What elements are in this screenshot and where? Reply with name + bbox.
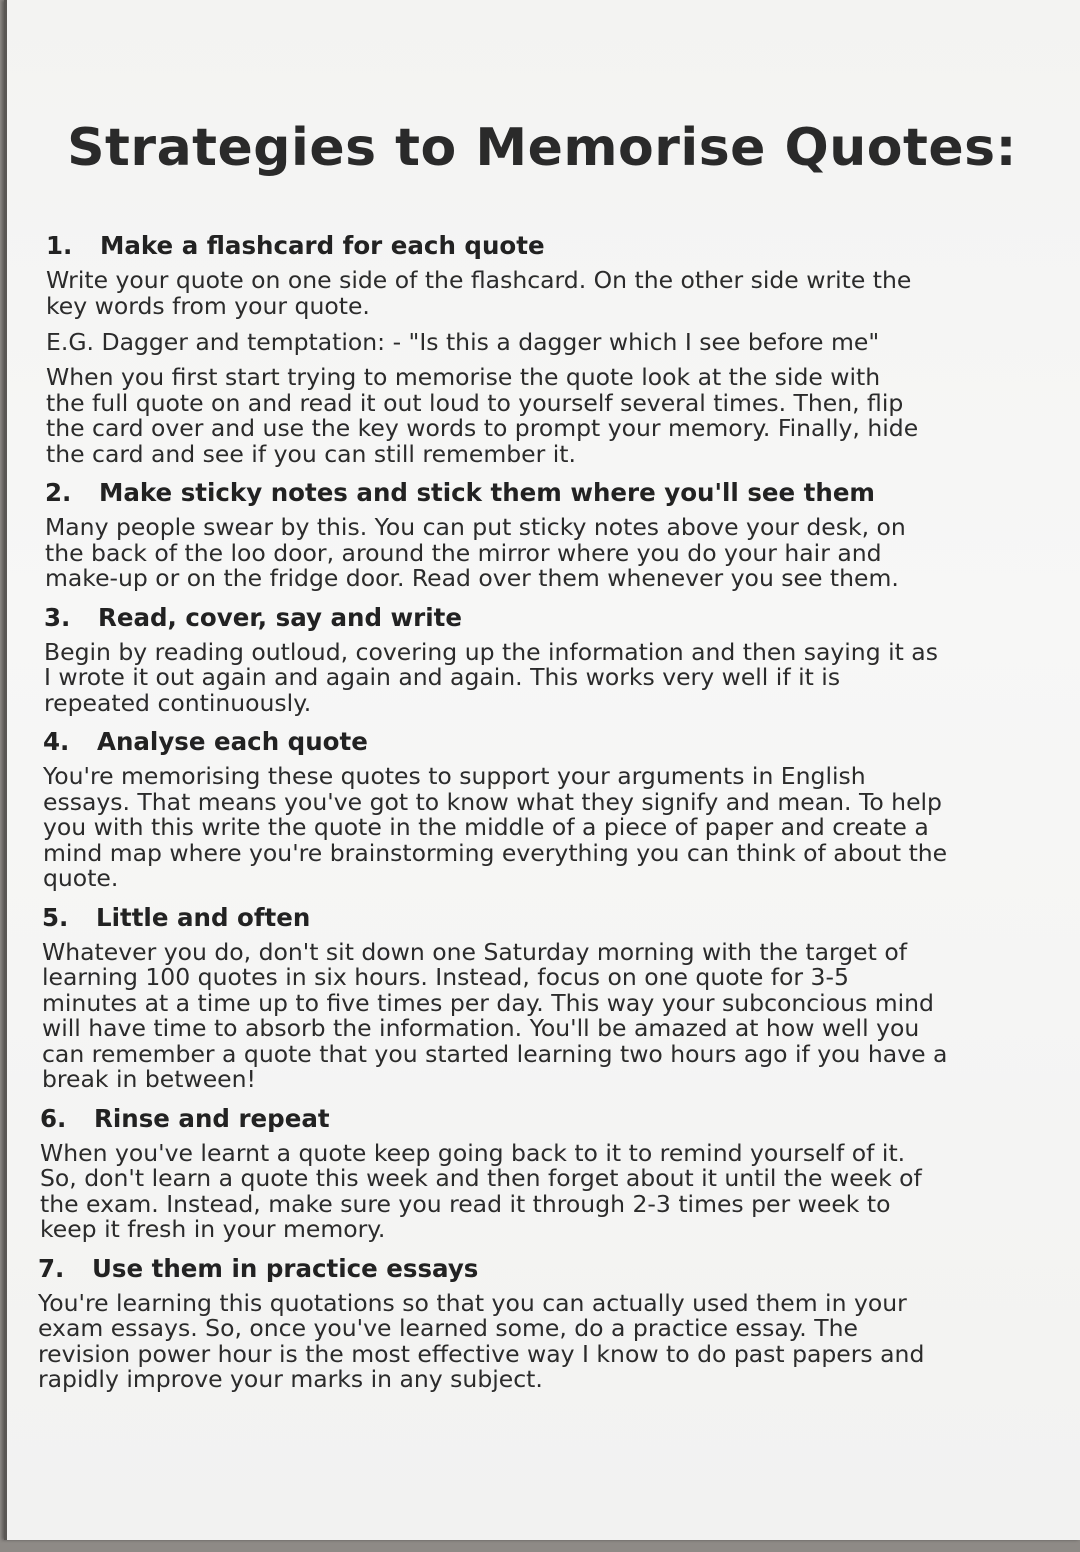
text-line: When you first start trying to memorise the quote look at the side with [46,363,881,391]
section-heading [45,475,1080,511]
text-line: So, don't learn a quote this week and then forget about it until the week of [40,1164,922,1192]
section-title: Make a flashcard for each quote [100,231,545,260]
text-line: E.G. Dagger and temptation: - "Is this a dagger which I see before me" [46,328,880,356]
text-line: the card and see if you can still remember it. [46,439,576,468]
text-line: mind map where you're brainstorming everything you can think of about the [43,838,948,867]
paragraph [44,637,1080,717]
section-title: Use them in practice essays [92,1253,479,1283]
section-number: 1. [46,231,73,260]
section-1 [4,228,1080,467]
section-number: 2. [45,478,72,507]
section-heading [38,1251,1080,1287]
text-line: will have time to absorb the information. You'll be amazed at how well you [42,1014,920,1042]
text-line: When you've learnt a quote keep going back to it to remind yourself of it. [40,1138,906,1167]
section-heading [42,900,1080,936]
text-line: You're memorising these quotes to support your arguments in English [43,762,866,790]
section-title: Analyse each quote [97,727,368,756]
section-3 [4,600,1080,717]
page-title: Strategies to Memorise Quotes: [67,118,1017,178]
section-number: 5. [42,902,69,932]
text-line: the full quote on and read it out loud to yourself several times. Then, flip [46,388,904,417]
paragraph [46,365,1080,467]
text-line: the back of the loo door, around the mirror where you do your hair and [45,538,882,567]
text-line: key words from your quote. [46,291,370,320]
text-line: repeated continuously. [44,688,312,717]
text-line: Many people swear by this. You can put sticky notes above your desk, on [45,513,906,541]
text-line: can remember a quote that you started learning two hours ago if you have a [42,1039,948,1068]
section-title: Little and often [96,902,311,932]
paragraph [45,515,1080,592]
section-4 [4,724,1080,892]
section-title: Read, cover, say and write [98,602,462,632]
text-line: the exam. Instead, make sure you read it through 2-3 times per week to [40,1189,891,1218]
text-line: Write your quote on one side of the flashcard. On the other side write the [46,266,912,294]
paragraph [43,764,1080,892]
section-heading [44,600,1080,636]
text-line: essays. That means you've got to know what they signify and mean. To help [43,787,942,816]
text-line: Whatever you do, don't sit down one Saturday morning with the target of [42,937,907,966]
text-line: Begin by reading outloud, covering up the information and then saying it as [44,637,938,666]
section-6 [4,1101,1080,1243]
content-body [4,228,1080,1401]
section-title: Make sticky notes and stick them where you'll see them [99,478,875,507]
text-line: exam essays. So, once you've learned some, do a practice essay. The [38,1314,858,1342]
text-line: revision power hour is the most effective way I know to do past papers and [38,1339,925,1368]
text-line: make-up or on the fridge door. Read over them whenever you see them. [45,564,899,592]
text-line: keep it fresh in your memory. [40,1215,386,1243]
text-line: you with this write the quote in the middle of a piece of paper and create a [43,813,929,841]
section-number: 4. [43,727,70,756]
paragraph [38,1288,1080,1393]
text-line: quote. [43,864,119,892]
section-number: 3. [44,602,71,632]
section-7 [4,1251,1080,1393]
text-line: the card over and use the key words to prompt your memory. Finally, hide [46,414,919,442]
section-heading [43,724,1080,760]
text-line: rapidly improve your marks in any subject. [38,1365,543,1393]
section-heading [46,228,1080,264]
text-line: minutes at a time up to five times per day. This way your subconcious mind [42,988,934,1017]
paragraph [46,268,1080,319]
text-line: I wrote it out again and again and again. This works very well if it is [44,663,841,691]
section-title: Rinse and repeat [94,1103,330,1133]
section-5 [4,900,1080,1093]
document-page [4,0,1080,1540]
text-line: You're learning this quotations so that you can actually used them in your [38,1288,907,1317]
paragraph [42,937,1080,1093]
text-line: learning 100 quotes in six hours. Instead, focus on one quote for 3-5 [42,963,849,991]
paragraph [40,1138,1080,1243]
section-number: 7. [38,1253,65,1283]
section-2 [4,475,1080,592]
paragraph [46,327,1080,357]
text-line: break in between! [42,1065,256,1093]
section-number: 6. [40,1103,67,1133]
section-heading [40,1101,1080,1137]
